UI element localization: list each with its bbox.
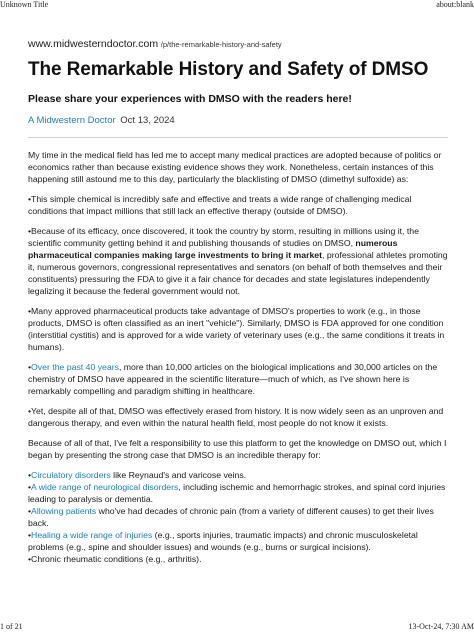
link-neurological-disorders[interactable]: A wide range of neurological disorders <box>31 482 179 492</box>
paragraph-bullet-erased: •Yet, despite all of that, DMSO was effectively erased from history. It is now widely seen as an unproven and dangerous therapy, and even within the natural health field, most people do not know it exists. <box>28 406 444 428</box>
link-circulatory-disorders[interactable]: Circulatory disorders <box>31 470 111 480</box>
text-segment: like Reynaud's and varicose veins. <box>110 470 247 480</box>
bullet: • <box>28 530 32 540</box>
list-item <box>28 505 448 529</box>
text-segment: , including ischemic and hemorrhagic strokes, and spinal cord injuries leading to paralysis or dementia. <box>28 482 446 504</box>
bullet: • <box>28 482 32 492</box>
link-allowing-patients[interactable]: Allowing patients <box>31 506 97 516</box>
paragraph-bullet-safe: •This simple chemical is incredibly safe and effective and treats a wide range of challenging medical conditions that impact millions that still lack an effective therapy (outside of DMSO). <box>28 194 412 216</box>
bullet: • <box>28 362 32 372</box>
bullet: • <box>28 554 32 564</box>
bullet: • <box>28 470 32 480</box>
paragraph-bullet-articles <box>28 361 448 397</box>
author-link[interactable]: A Midwestern Doctor <box>28 115 116 126</box>
print-header-url: about:blank <box>436 0 474 9</box>
list-item <box>28 481 448 505</box>
text-segment: , professional athletes promoting it, numerous governors, congressional representatives and senators (on behalf of both themselves and their constituents) pressuring the FDA to give it a fair chance for decades and state legislatures independently legalizing it because the federal government would not. <box>28 250 448 296</box>
list-item <box>28 529 448 553</box>
text-segment: who've had decades of chronic pain (from a variety of different causes) to get their lives back. <box>28 506 434 528</box>
print-footer <box>0 622 474 632</box>
link-past-40-years[interactable]: Over the past 40 years <box>31 362 119 372</box>
link-healing-injuries[interactable]: Healing a wide range of injuries <box>31 530 153 540</box>
article-subtitle: Please share your experiences with DMSO with the readers here! <box>28 93 352 105</box>
text-segment: •Because of its efficacy, once discovered, it took the country by storm, resulting in millions using it, the scientific community getting behind it and publishing thousands of studies on DMSO, <box>28 226 419 248</box>
url-domain: www.midwesterndoctor.com <box>28 38 159 50</box>
byline <box>28 114 448 127</box>
publish-date: Oct 13, 2024 <box>120 115 175 126</box>
bold-text: numerous pharmaceutical companies making large investments to bring it market <box>28 238 398 260</box>
article-title: The Remarkable History and Safety of DMSO <box>28 59 429 80</box>
paragraph-responsibility: Because of all of that, I've felt a responsibility to use this platform to get the knowledge on DMSO out, which I began by presenting the strong case that DMSO is an incredible therapy for: <box>28 438 447 460</box>
page-number: 1 of 21 <box>0 622 23 631</box>
article-url <box>28 38 448 50</box>
paragraph-bullet-efficacy <box>28 225 448 297</box>
list-item <box>28 553 448 565</box>
therapy-list <box>28 469 448 565</box>
paragraph-intro: My time in the medical field has led me to accept many medical practices are adopted because of politics or economics rather than because existing evidence shows they work. Nonetheless, certain instances of this happening still astound me to this day, particularly the blacklisting of DMSO (dimethyl sulfoxide) as: <box>28 150 442 184</box>
paragraph-bullet-approved: •Many approved pharmaceutical products take advantage of DMSO's properties to work (e.g., in those products, DMSO is often classified as an inert "vehicle"). Similarly, DMSO is FDA approved for one condition (interstitial cystitis) and is approved for a wide variety of veterinary uses (e.g., the same conditions it treats in humans). <box>28 306 445 352</box>
text-segment: , more than 10,000 articles on the biological implications and 30,000 articles on the chemistry of DMSO have appeared in the scientific literature—much of which, as I've shown here is remarkably compelling and paradigm shifting in healthcare. <box>28 362 438 396</box>
article <box>28 38 448 565</box>
bullet: • <box>28 506 32 516</box>
text-segment: Chronic rheumatic conditions (e.g., arthritis). <box>31 554 202 564</box>
url-path: /p/the-remarkable-history-and-safety <box>160 40 282 49</box>
divider <box>28 137 448 138</box>
text-segment: (e.g., sports injuries, traumatic impacts) and chronic musculoskeletal problems (e.g., spine and shoulder issues) and wounds (e.g., burns or surgical incisions). <box>28 530 418 552</box>
list-item <box>28 469 448 481</box>
print-header-title: Unknown Title <box>0 0 49 9</box>
print-datetime: 13-Oct-24, 7:30 AM <box>408 622 474 631</box>
print-header <box>0 0 474 10</box>
